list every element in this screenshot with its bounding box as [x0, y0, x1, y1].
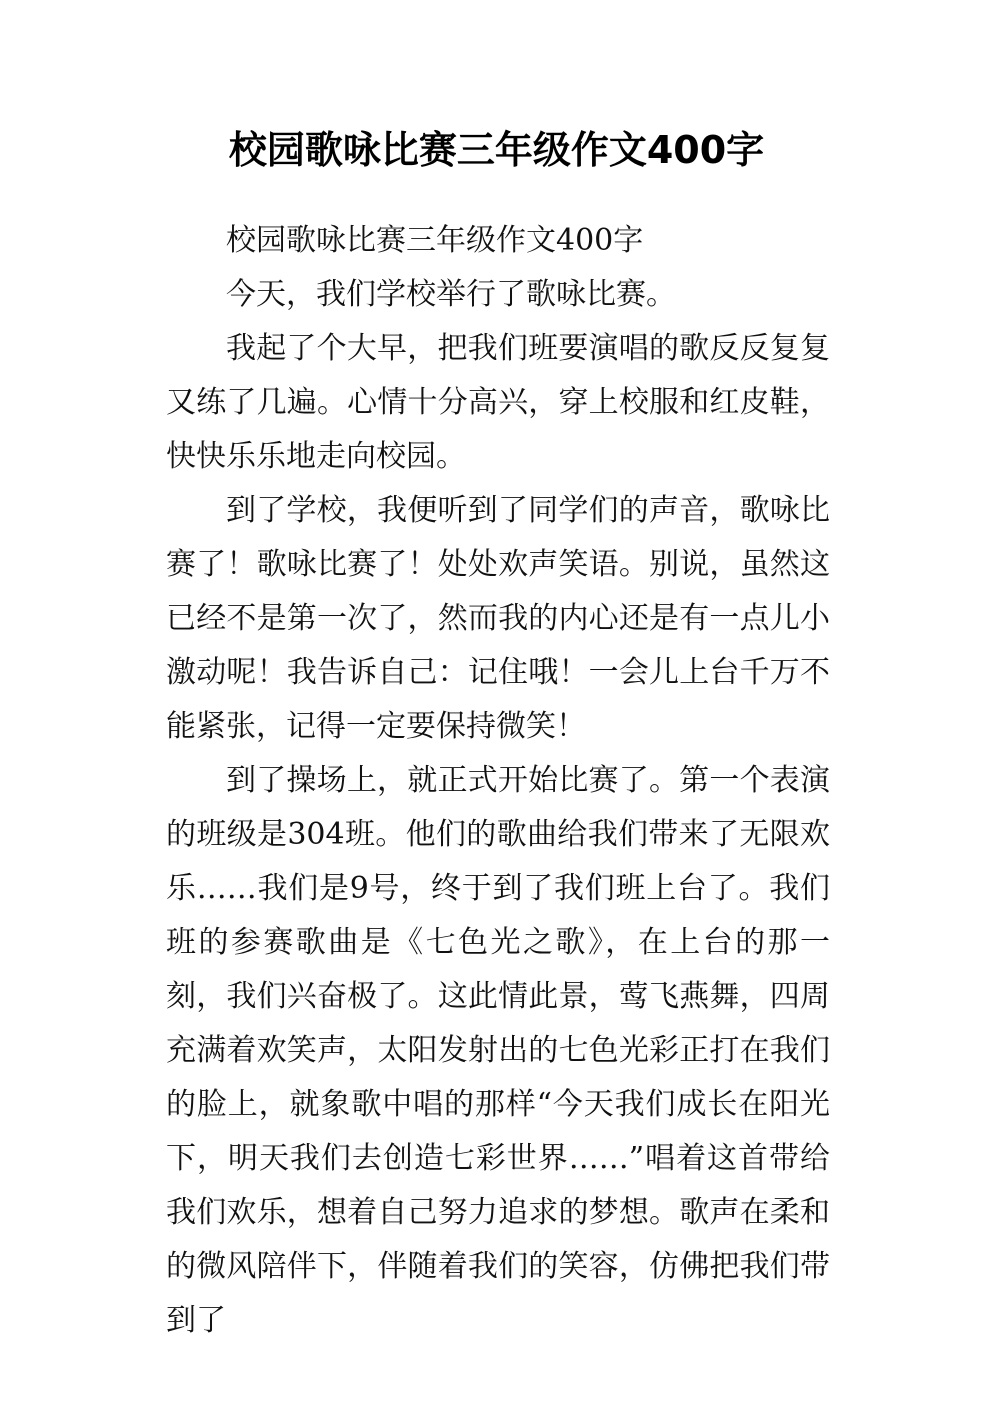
paragraph: 今天，我们学校举行了歌咏比赛。: [226, 277, 676, 312]
paragraph: 到了学校，我便听到了同学们的声音，歌咏比赛了！歌咏比赛了！处处欢声笑语。别说，虽然这已经不是第一次了，然而我的内心还是有一点儿小激动呢！我告诉自己：记住哦！一会儿上台千万不能紧张，记得一定要保持微笑！: [166, 493, 830, 744]
paragraph: 到了操场上，就正式开始比赛了。第一个表演的班级是304班。他们的歌曲给我们带来了无限欢乐……我们是9号，终于到了我们班上台了。我们班的参赛歌曲是《七色光之歌》，在上台的那一刻，我们兴奋极了。这此情此景，莺飞燕舞，四周充满着欢笑声，太阳发射出的七色光彩正打在我们的脸上，就象歌中唱的那样“今天我们成长在阳光下，明天我们去创造七彩世界……”唱着这首带给我们欢乐，想着自己努力追求的梦想。歌声在柔和的微风陪伴下，伴随着我们的笑容，仿佛把我们带到了: [166, 763, 830, 1338]
document-body: [166, 214, 830, 1348]
document-title: 校园歌咏比赛三年级作文400字: [228, 128, 765, 172]
paragraph: 我起了个大早，把我们班要演唱的歌反反复复又练了几遍。心情十分高兴，穿上校服和红皮鞋，快快乐乐地走向校园。: [166, 331, 830, 474]
paragraph-subtitle: 校园歌咏比赛三年级作文400字: [226, 223, 644, 258]
